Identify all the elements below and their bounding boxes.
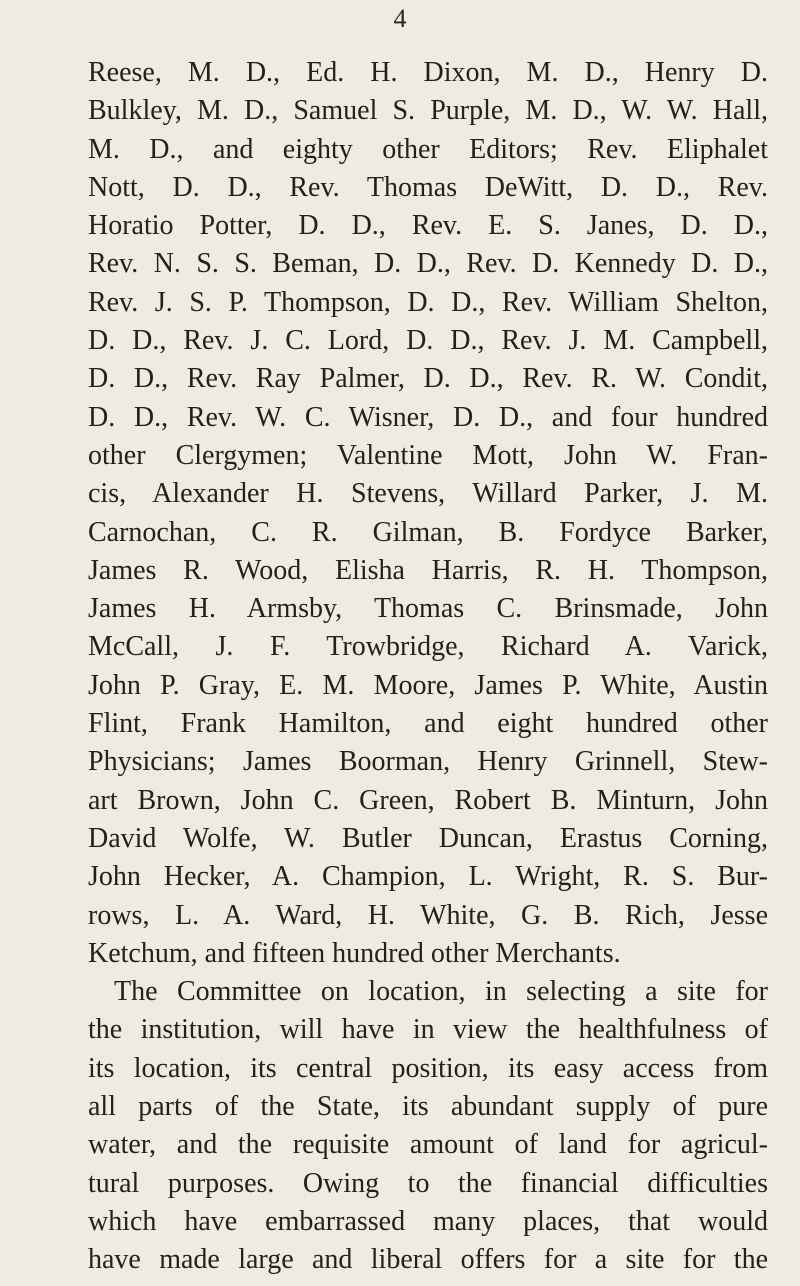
text-line: rows, L. A. Ward, H. White, G. B. Rich, Jesse — [88, 899, 768, 931]
text-line: Rev. J. S. P. Thompson, D. D., Rev. William Shelton, — [88, 286, 768, 318]
text-line: Flint, Frank Hamilton, and eight hundred other — [88, 708, 768, 740]
text-line: McCall, J. F. Trowbridge, Richard A. Varick, — [88, 631, 768, 663]
text-line: D. D., Rev. J. C. Lord, D. D., Rev. J. M. Campbell, — [88, 325, 768, 357]
text-line: Reese, M. D., Ed. H. Dixon, M. D., Henry D. — [88, 57, 768, 88]
text-line: M. D., and eighty other Editors; Rev. Eliphalet — [88, 133, 768, 165]
text-line: Horatio Potter, D. D., Rev. E. S. Janes, D. D., — [88, 210, 768, 242]
text-line: John Hecker, A. Champion, L. Wright, R. S. Bur- — [88, 861, 768, 893]
text-line: other Clergymen; Valentine Mott, John W. Fran- — [88, 439, 768, 471]
text-line: David Wolfe, W. Butler Duncan, Erastus Corning, — [88, 822, 768, 854]
text-line: Physicians; James Boorman, Henry Grinnell, Stew- — [88, 746, 768, 778]
text-line: James H. Armsby, Thomas C. Brinsmade, John — [88, 593, 768, 625]
text-line: D. D., Rev. W. C. Wisner, D. D., and four hundred — [88, 401, 768, 433]
text-line: tural purposes. Owing to the financial difficulties — [88, 1167, 768, 1199]
text-line: all parts of the State, its abundant supply of pure — [88, 1091, 768, 1123]
text-line: Ketchum, and fifteen hundred other Merchants. — [88, 937, 621, 969]
text-line: the institution, will have in view the healthfulness of — [88, 1014, 768, 1046]
text-line: D. D., Rev. Ray Palmer, D. D., Rev. R. W. Condit, — [88, 363, 768, 395]
page-number: 4 — [393, 4, 407, 33]
text-line: The Committee on location, in selecting a site for — [114, 976, 768, 1008]
text-line: Carnochan, C. R. Gilman, B. Fordyce Barker, — [88, 516, 768, 548]
text-line: Bulkley, M. D., Samuel S. Purple, M. D., W. W. Hall, — [88, 95, 768, 127]
body-text — [88, 54, 768, 1280]
text-line: have made large and liberal offers for a site for the — [88, 1244, 768, 1276]
text-line: Nott, D. D., Rev. Thomas DeWitt, D. D., Rev. — [88, 171, 768, 203]
text-line: water, and the requisite amount of land for agricul- — [88, 1129, 768, 1161]
text-line: art Brown, John C. Green, Robert B. Minturn, John — [88, 784, 768, 816]
text-line: John P. Gray, E. M. Moore, James P. White, Austin — [88, 669, 768, 701]
text-line: its location, its central position, its easy access from — [88, 1052, 768, 1084]
text-line: which have embarrassed many places, that would — [88, 1205, 768, 1237]
text-line: Rev. N. S. S. Beman, D. D., Rev. D. Kennedy D. D., — [88, 248, 768, 280]
text-line: cis, Alexander H. Stevens, Willard Parker, J. M. — [88, 478, 768, 510]
text-line: James R. Wood, Elisha Harris, R. H. Thompson, — [88, 554, 768, 586]
